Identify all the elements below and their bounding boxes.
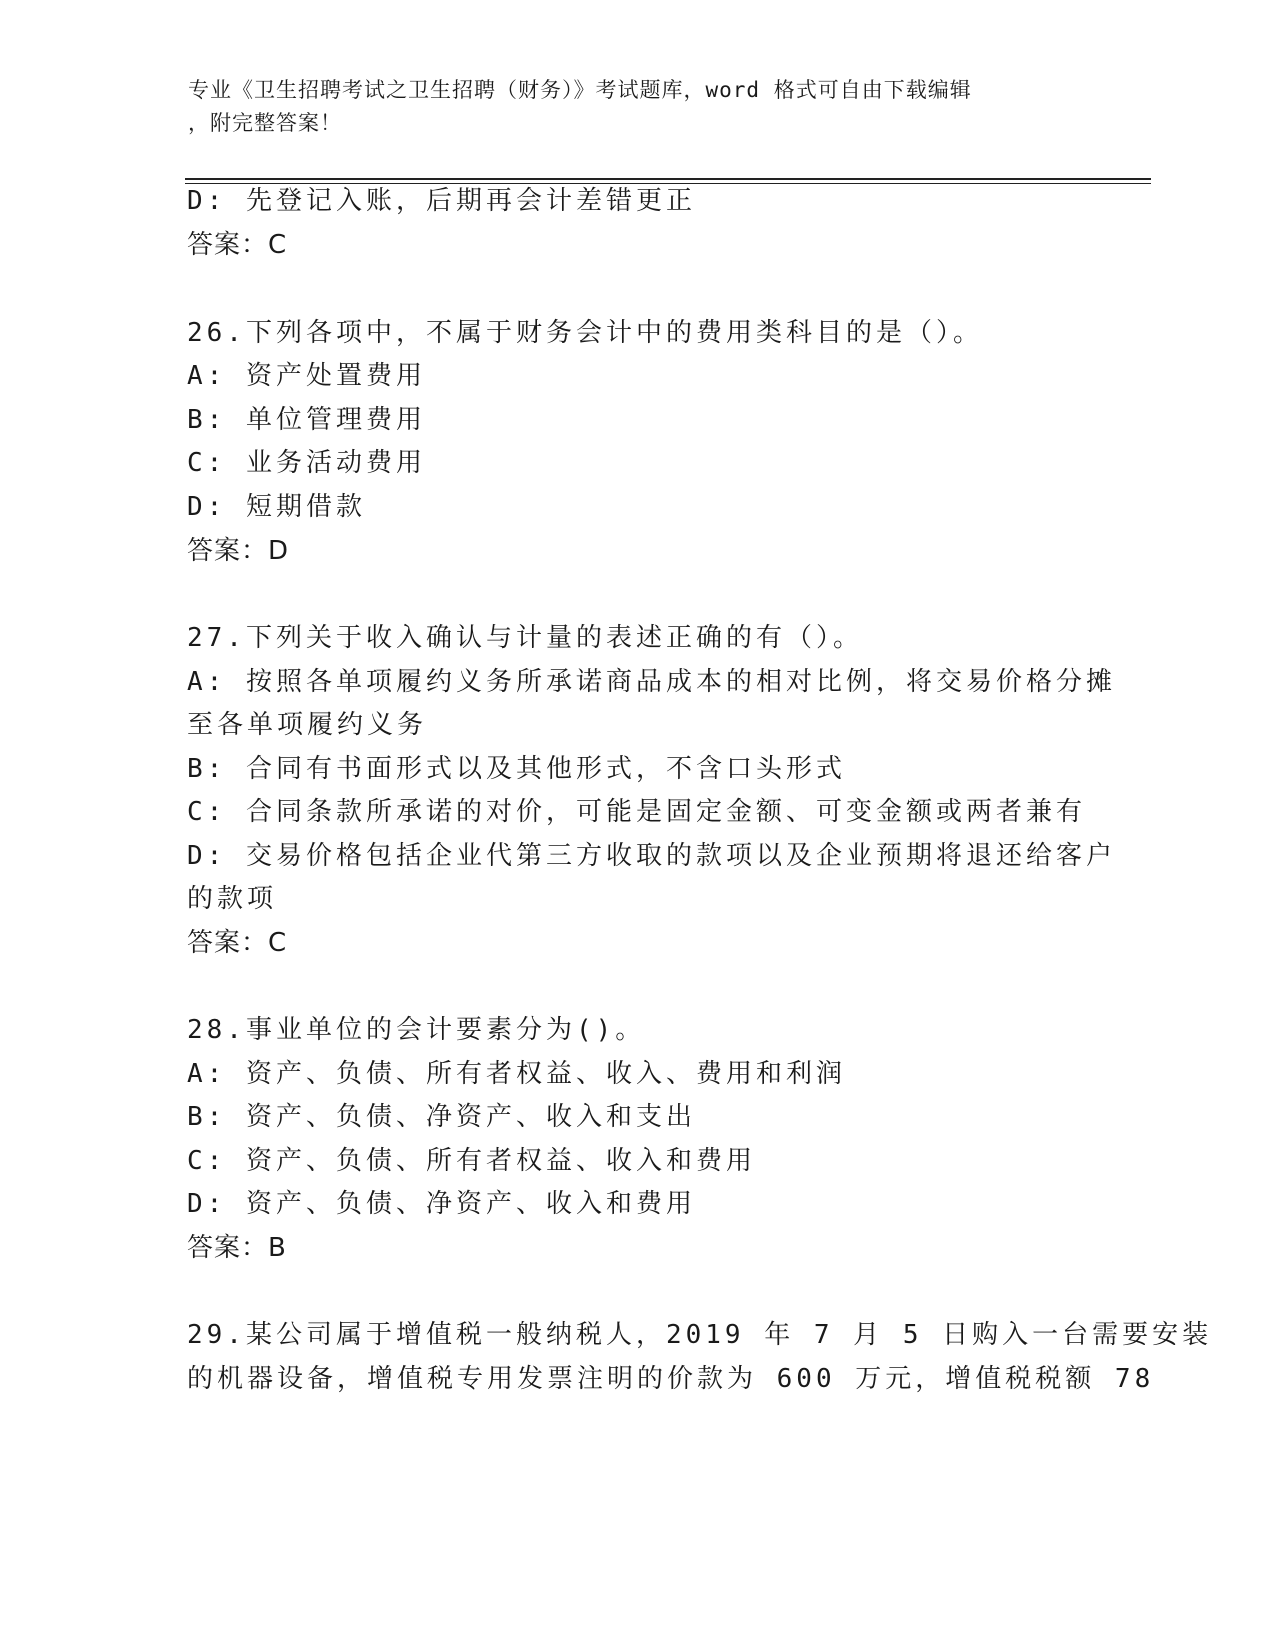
q28-option-c: C: 资产、负债、所有者权益、收入和费用 <box>187 1146 756 1176</box>
q26-option-a: A: 资产处置费用 <box>187 361 426 391</box>
q29-stem-line-2: 的机器设备，增值税专用发票注明的价款为 600 万元，增值税税额 78 <box>187 1364 1155 1394</box>
q27-option-b: B: 合同有书面形式以及其他形式，不含口头形式 <box>187 754 846 784</box>
q28-answer: 答案：B <box>187 1233 287 1263</box>
q26-stem: 26.下列各项中，不属于财务会计中的费用类科目的是（）。 <box>187 318 983 348</box>
q26-option-c: C: 业务活动费用 <box>187 448 426 478</box>
q27-option-d-line-2: 的款项 <box>187 884 278 914</box>
q27-option-a-line-2: 至各单项履约义务 <box>187 710 428 740</box>
header-line-1: 专业《卫生招聘考试之卫生招聘（财务）》考试题库，word 格式可自由下载编辑 <box>188 78 972 102</box>
q29-stem-line-1: 29.某公司属于增值税一般纳税人，2019 年 7 月 5 日购入一台需要安装 <box>187 1320 1213 1350</box>
q26-option-d: D: 短期借款 <box>187 492 366 522</box>
q27-answer: 答案：C <box>187 928 288 958</box>
q28-stem: 28.事业单位的会计要素分为()。 <box>187 1015 646 1045</box>
q28-option-d: D: 资产、负债、净资产、收入和费用 <box>187 1189 696 1219</box>
q27-option-d-line-1: D: 交易价格包括企业代第三方收取的款项以及企业预期将退还给客户 <box>187 841 1116 871</box>
q26-answer: 答案：D <box>187 536 290 566</box>
header-rule-thick <box>185 178 1151 180</box>
q26-option-b: B: 单位管理费用 <box>187 405 426 435</box>
q27-option-a-line-1: A: 按照各单项履约义务所承诺商品成本的相对比例，将交易价格分摊 <box>187 667 1116 697</box>
q28-option-b: B: 资产、负债、净资产、收入和支出 <box>187 1102 696 1132</box>
q27-option-c: C: 合同条款所承诺的对价，可能是固定金额、可变金额或两者兼有 <box>187 797 1086 827</box>
header-line-2: ，附完整答案！ <box>188 111 342 135</box>
document-header <box>188 74 1068 140</box>
q27-stem: 27.下列关于收入确认与计量的表述正确的有（）。 <box>187 623 863 653</box>
q25-answer: 答案：C <box>187 230 288 260</box>
q28-option-a: A: 资产、负债、所有者权益、收入、费用和利润 <box>187 1059 846 1089</box>
q25-option-d: D: 先登记入账，后期再会计差错更正 <box>187 186 696 216</box>
